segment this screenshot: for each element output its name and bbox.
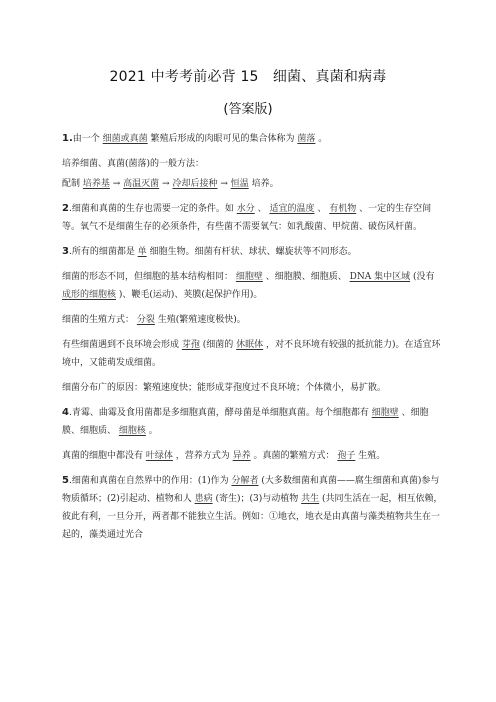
- paragraph-3: [62, 175, 446, 193]
- answer-text: 患病: [194, 494, 213, 504]
- document-body: [62, 130, 446, 551]
- answer-text: 单: [137, 247, 147, 257]
- answer-text: 细菌或真菌: [102, 134, 148, 144]
- answer-text: 高温灭菌: [123, 179, 160, 189]
- text-segment: 培养。: [248, 179, 279, 189]
- answer-text: 冷却后接种: [172, 179, 218, 189]
- text-segment: 生殖。: [355, 451, 386, 461]
- text-segment: 繁殖后形成的肉眼可见的集合体称为: [147, 134, 298, 144]
- answer-text: 异养: [232, 451, 251, 461]
- text-segment: .细菌和真菌在自然界中的作用：(1)作为: [68, 476, 232, 486]
- text-segment: (大多数细菌和真菌——腐生细菌和真菌)参与物质循环；(2)引起动、植物和人: [62, 476, 440, 504]
- text-segment: .所有的细菌都是: [68, 247, 138, 257]
- paragraph-1: [62, 130, 446, 148]
- page-subtitle: (答案版): [223, 102, 273, 117]
- text-segment: 生殖(繁殖速度极快)。: [154, 315, 246, 325]
- paragraph-4: [62, 200, 446, 236]
- text-segment: (细菌的: [199, 340, 237, 350]
- answer-text: 适宜的温度: [269, 204, 315, 214]
- answer-text: 共生: [301, 494, 320, 504]
- answer-text: 分解者: [231, 476, 259, 486]
- text-segment: 细菌的形态不同，但细胞的基本结构相同：: [62, 272, 236, 282]
- text-segment: (没有: [410, 272, 435, 282]
- item-number: 4: [62, 407, 69, 418]
- paragraph-12: [62, 472, 446, 544]
- text-segment: 。真菌的繁殖方式：: [250, 451, 338, 461]
- text-segment: 、细胞膜、细胞质、: [262, 272, 350, 282]
- answer-text: 孢子: [337, 451, 356, 461]
- text-segment: 细菌的生殖方式：: [62, 315, 137, 325]
- text-segment: 、细胞膜、细胞质、: [62, 408, 429, 436]
- paragraph-2: [62, 155, 446, 173]
- text-segment: 。: [145, 426, 158, 436]
- text-segment: →: [109, 179, 124, 189]
- text-segment: 。: [315, 134, 328, 144]
- text-segment: 真菌的细胞中都没有: [62, 451, 146, 461]
- text-segment: 细胞生物。细菌有杆状、球状、螺旋状等不同形态。: [146, 247, 357, 257]
- text-segment: →: [217, 179, 231, 189]
- text-segment: 、: [254, 204, 270, 214]
- paragraph-8: [62, 336, 446, 372]
- text-segment: 有些细菌遇到不良环境会形成: [62, 340, 182, 350]
- text-segment: ，营养方式为: [172, 451, 233, 461]
- text-segment: .细菌和真菌的生存也需要一定的条件。如: [68, 204, 237, 214]
- item-number: 2: [62, 203, 69, 214]
- answer-text: 细胞壁: [235, 272, 263, 282]
- paragraph-9: [62, 379, 446, 397]
- item-number: 5: [62, 475, 69, 486]
- answer-text: 休眠体: [236, 340, 264, 350]
- text-segment: .青霉、曲霉及食用菌都是多细胞真菌，酵母菌是单细胞真菌。每个细胞都有: [68, 408, 372, 418]
- text-segment: 由一个: [72, 134, 103, 144]
- paragraph-11: [62, 447, 446, 465]
- answer-text: DNA 集中区域: [349, 272, 411, 282]
- text-segment: (寄生)；(3)与动植物: [212, 494, 302, 504]
- answer-text: 培养基: [82, 179, 110, 189]
- text-segment: 、一定的生存空间等。氧气不是细菌生存的必须条件，有些菌不需要氧气：如乳酸菌、甲烷菌、破伤风杆菌。: [62, 204, 432, 232]
- answer-text: 恒温: [230, 179, 249, 189]
- answer-text: 成形的细胞核: [62, 290, 117, 300]
- paragraph-10: [62, 404, 446, 440]
- page-title: 2021 中考考前必背 15 细菌、真菌和病毒: [109, 69, 387, 85]
- answer-text: 叶绿体: [145, 451, 173, 461]
- answer-text: 细胞壁: [371, 408, 399, 418]
- answer-text: 分裂: [136, 315, 155, 325]
- text-segment: (共同生活在一起，相互依赖，彼此有利，一旦分开，两者都不能独立生活。例如：①地衣，地衣是由真菌与藻类植物共生在一起的，藻类通过光合: [62, 494, 443, 540]
- text-segment: →: [159, 179, 173, 189]
- text-segment: 、: [314, 204, 330, 214]
- paragraph-6: [62, 268, 446, 304]
- text-segment: 培养细菌、真菌(菌落)的一般方法：: [62, 159, 205, 169]
- item-number: 3: [62, 246, 69, 257]
- answer-text: 细胞核: [118, 426, 146, 436]
- paragraph-5: [62, 243, 446, 261]
- text-segment: ，对不良环境有较强的抵抗能力)。在适宜环境中，又能萌发成细菌。: [62, 340, 441, 368]
- text-segment: 配制: [62, 179, 83, 189]
- answer-text: 水分: [236, 204, 255, 214]
- answer-text: 有机物: [329, 204, 357, 214]
- text-segment: )、鞭毛(运动)、荚膜(起保护作用)。: [116, 290, 263, 300]
- answer-text: 菌落: [297, 134, 316, 144]
- answer-text: 芽孢: [181, 340, 200, 350]
- text-segment: 细菌分布广的原因：繁殖速度快；能形成芽孢度过不良环境；个体微小，易扩散。: [62, 383, 387, 393]
- paragraph-7: [62, 311, 446, 329]
- item-number: 1.: [62, 133, 73, 144]
